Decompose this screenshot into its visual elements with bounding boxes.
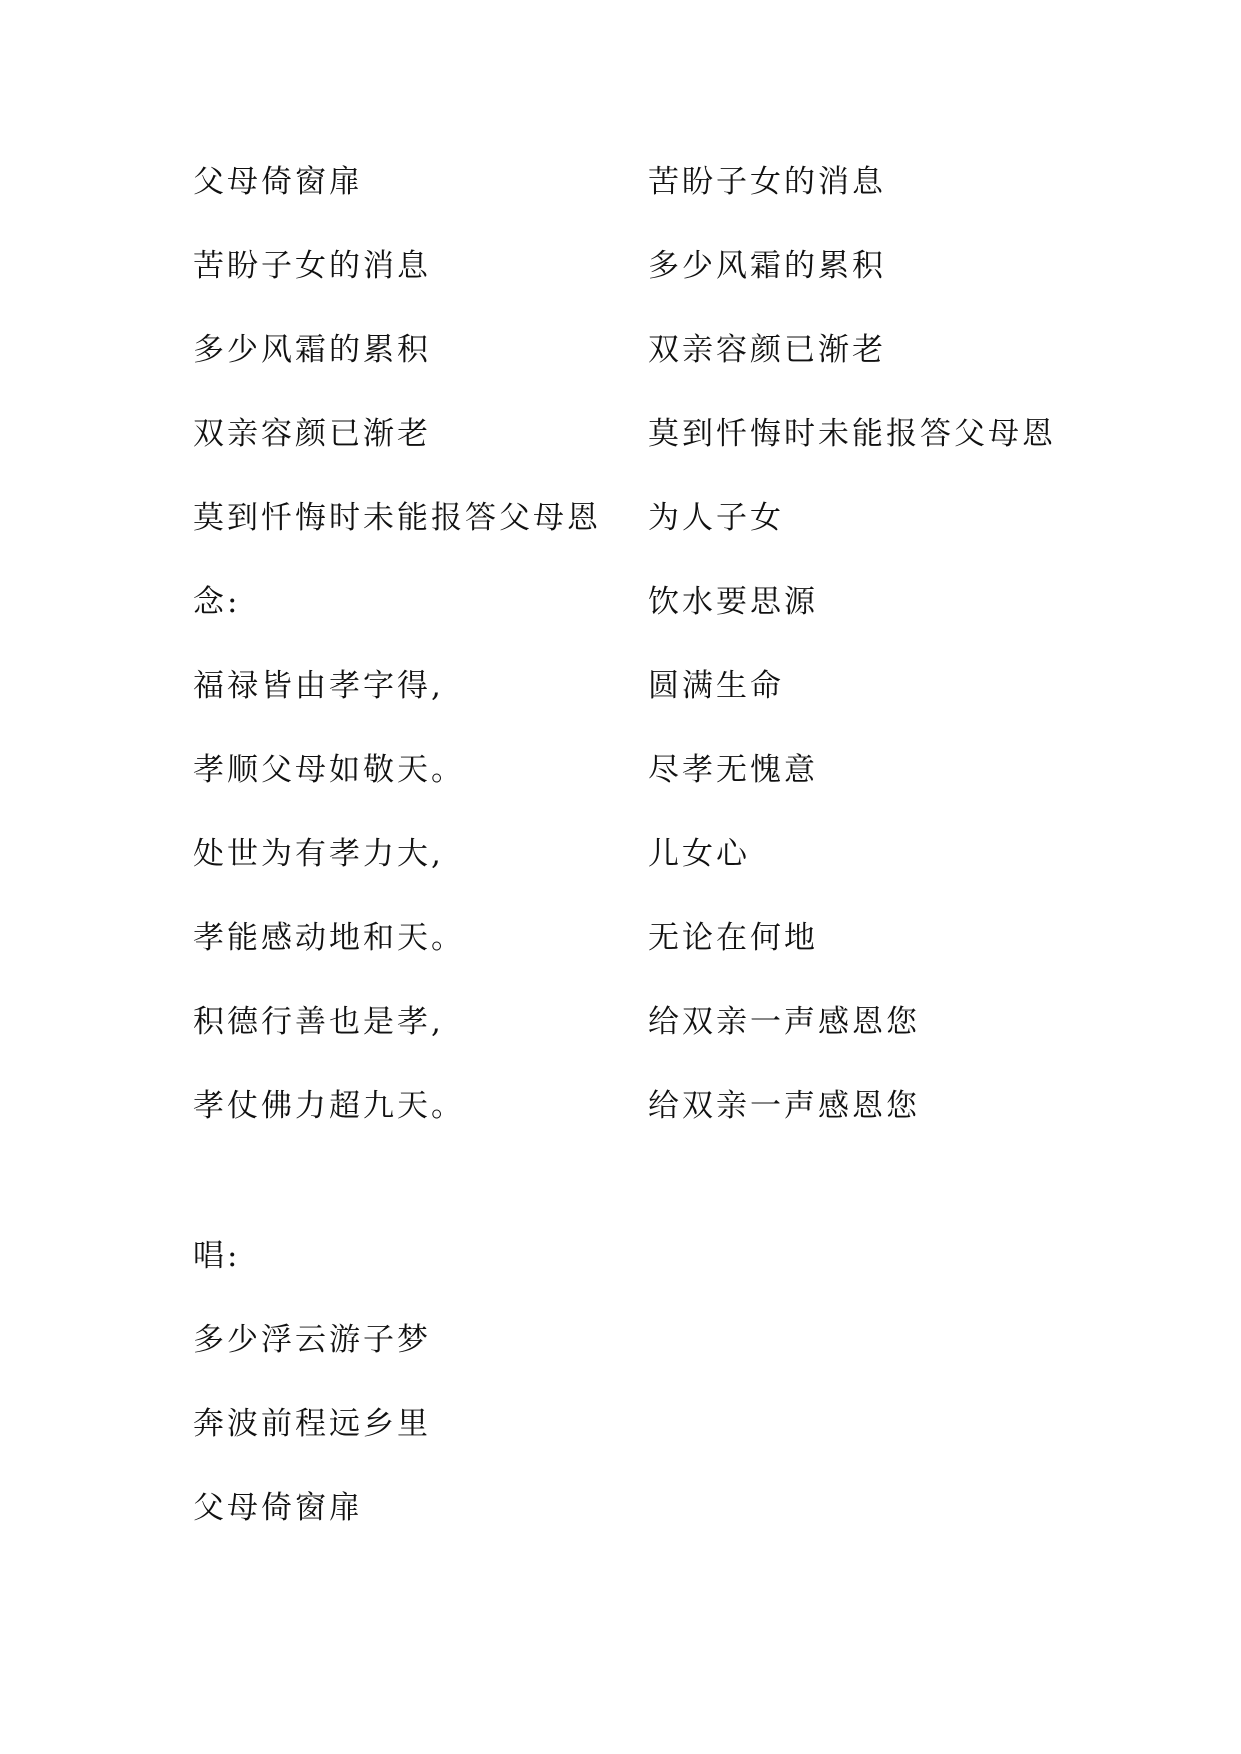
lyric-line: 父母倚窗扉 bbox=[193, 1490, 363, 1526]
right-column bbox=[648, 162, 1108, 1170]
lyric-line: 为人子女 bbox=[648, 500, 784, 536]
lyric-line: 父母倚窗扉 bbox=[193, 164, 363, 200]
lyric-line: 多少浮云游子梦 bbox=[193, 1322, 431, 1358]
left-column bbox=[193, 162, 613, 1572]
lyric-line: 双亲容颜已渐老 bbox=[193, 416, 431, 452]
section-label-chant: 念: bbox=[193, 584, 241, 620]
lyric-line: 圆满生命 bbox=[648, 668, 784, 704]
lyric-line: 多少风霜的累积 bbox=[648, 248, 886, 284]
section-label-sing: 唱: bbox=[193, 1238, 241, 1274]
verse-line: 孝仗佛力超九天。 bbox=[193, 1088, 465, 1124]
lyric-line: 双亲容颜已渐老 bbox=[648, 332, 886, 368]
lyric-line: 奔波前程远乡里 bbox=[193, 1406, 431, 1442]
verse-line: 孝顺父母如敬天。 bbox=[193, 752, 465, 788]
lyric-line: 无论在何地 bbox=[648, 920, 818, 956]
lyric-line: 给双亲一声感恩您 bbox=[648, 1004, 920, 1040]
verse-line: 积德行善也是孝, bbox=[193, 1004, 444, 1040]
lyric-line: 莫到忏悔时未能报答父母恩 bbox=[648, 416, 1056, 452]
verse-line: 福禄皆由孝字得, bbox=[193, 668, 444, 704]
lyric-line: 苦盼子女的消息 bbox=[193, 248, 431, 284]
verse-line: 孝能感动地和天。 bbox=[193, 920, 465, 956]
section-gap bbox=[193, 1170, 613, 1236]
lyric-line: 尽孝无愧意 bbox=[648, 752, 818, 788]
lyric-line: 苦盼子女的消息 bbox=[648, 164, 886, 200]
lyric-line: 莫到忏悔时未能报答父母恩 bbox=[193, 500, 601, 536]
verse-line: 处世为有孝力大, bbox=[193, 836, 444, 872]
lyric-line: 多少风霜的累积 bbox=[193, 332, 431, 368]
lyric-line: 给双亲一声感恩您 bbox=[648, 1088, 920, 1124]
lyric-line: 饮水要思源 bbox=[648, 584, 818, 620]
lyric-line: 儿女心 bbox=[648, 836, 750, 872]
